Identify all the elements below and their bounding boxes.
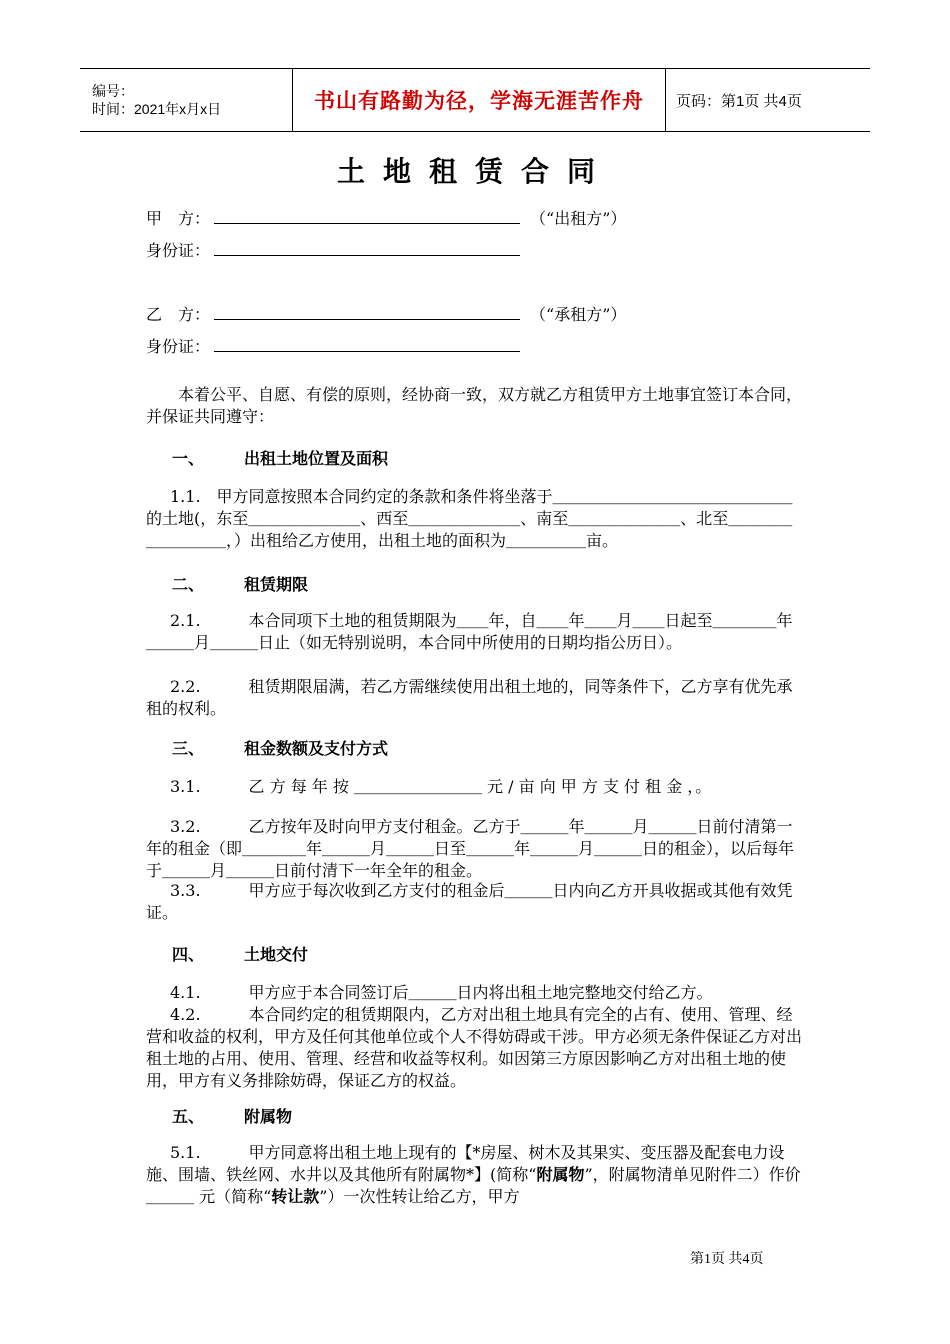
clause-2-2: 2.2. 租赁期限届满，若乙方需继续使用出租土地的，同等条件下，乙方享有优先承租的权利。 [146, 677, 793, 718]
party-yi-note: （“承租方”） [530, 305, 627, 324]
clause-3-1: 3.1. 乙 方 每 年 按 ＿＿＿＿＿＿＿＿ 元 / 亩 向 甲 方 支 付 租 金 ，。 [170, 777, 712, 796]
party-jia-id-blank[interactable] [214, 240, 520, 256]
section-2-heading [172, 572, 308, 595]
clause-5-1-term-zhuanrangkuan: 转让款 [271, 1187, 320, 1206]
section-3-heading [172, 736, 388, 759]
party-jia-id-line [146, 238, 520, 261]
header-right-cell [666, 69, 870, 131]
page-footer: 第1页 共4页 [690, 1252, 764, 1267]
clause-3-2: 3.2. 乙方按年及时向甲方支付租金。乙方于＿＿＿年＿＿＿月＿＿＿日前付清第一年的租金（即＿＿＿＿年＿＿＿月＿＿＿日至＿＿＿年＿＿＿月＿＿＿日的租金），以后每年于＿＿＿月＿＿＿日前付清下一年全年的租金。 [146, 817, 795, 880]
party-yi-id-label: 身份证： [146, 337, 211, 356]
clause-4-1: 4.1. 甲方应于本合同签订后＿＿＿日内将出租土地完整地交付给乙方。 [170, 983, 713, 1002]
section-4-heading [172, 942, 308, 965]
section-5-number: 五、 [172, 1107, 205, 1126]
party-yi-id-blank[interactable] [214, 336, 520, 352]
clause-1-1: 1.1. 甲方同意按照本合同约定的条款和条件将坐落于＿＿＿＿＿＿＿＿＿＿＿＿＿＿＿的土地(，东至＿＿＿＿＿＿＿、西至＿＿＿＿＿＿＿、南至＿＿＿＿＿＿＿、北至＿＿＿＿＿＿＿＿＿，）出租给乙方使用，出租土地的面积为＿＿＿＿＿亩。 [146, 487, 793, 550]
party-yi-label: 乙 方： [146, 305, 211, 324]
page-info: 页码：第1页 共4页 [676, 92, 802, 110]
document-title: 土地租赁合同 [336, 155, 613, 188]
party-yi-blank[interactable] [214, 304, 520, 320]
clause-5-1-part-e: ”）一次性转让给乙方，甲方 [319, 1187, 520, 1206]
clause-5-1-part-c: ”，附属物清单见附件二）作价＿＿＿ 元（简称“ [146, 1165, 801, 1206]
header-left-cell [80, 69, 292, 131]
clause-5-1 [146, 1142, 804, 1208]
header-center-cell [292, 69, 666, 131]
page-header [80, 68, 870, 132]
time-label: 时间：2021年x月x日 [92, 101, 222, 117]
section-5-heading [172, 1104, 292, 1127]
clause-3-3: 3.3. 甲方应于每次收到乙方支付的租金后＿＿＿日内向乙方开具收据或其他有效凭证。 [146, 881, 793, 922]
party-yi-id-line [146, 334, 520, 357]
clause-5-1-term-fushuwu: 附属物 [536, 1165, 585, 1184]
party-jia-label: 甲 方： [146, 209, 211, 228]
section-2-title: 租赁期限 [244, 575, 309, 594]
clause-4-2: 4.2. 本合同约定的租赁期限内，乙方对出租土地具有完全的占有、使用、管理、经营和收益的权利，甲方及任何其他单位或个人不得妨碍或干涉。甲方必须无条件保证乙方对出租土地的占用、使用、管理、经营和收益等权利。如因第三方原因影响乙方对出租土地的使用，甲方有义务排除妨碍，保证乙方的权益。 [146, 1005, 803, 1090]
party-yi-line [146, 302, 626, 325]
party-jia-note: （“出租方”） [530, 209, 627, 228]
section-3-number: 三、 [172, 739, 205, 758]
clause-5-1-part-a: 5.1. 甲方同意将出租土地上现有的【*房屋、树木及其果实、变压器及配套电力设施、围墙、铁丝网、水井以及其他所有附属物*】(简称“ [146, 1143, 785, 1184]
party-jia-line [146, 206, 626, 229]
section-1-title: 出租土地位置及面积 [244, 449, 389, 468]
section-2-number: 二、 [172, 575, 205, 594]
party-jia-id-label: 身份证： [146, 241, 211, 260]
intro-paragraph: 本着公平、自愿、有偿的原则，经协商一致，双方就乙方租赁甲方土地事宜签订本合同，并保证共同遵守： [146, 385, 803, 426]
motto: 书山有路勤为径，学海无涯苦作舟 [314, 89, 644, 113]
party-jia-blank[interactable] [214, 208, 520, 224]
section-4-number: 四、 [172, 945, 205, 964]
section-1-heading [172, 446, 388, 469]
section-1-number: 一、 [172, 449, 205, 468]
clause-2-1: 2.1. 本合同项下土地的租赁期限为＿＿年，自＿＿年＿＿月＿＿日起至＿＿＿＿年＿＿＿月＿＿＿日止（如无特别说明，本合同中所使用的日期均指公历日）。 [146, 611, 793, 652]
number-label: 编号： [92, 83, 134, 99]
section-4-title: 土地交付 [244, 945, 309, 964]
section-3-title: 租金数额及支付方式 [244, 739, 389, 758]
section-5-title: 附属物 [244, 1107, 293, 1126]
